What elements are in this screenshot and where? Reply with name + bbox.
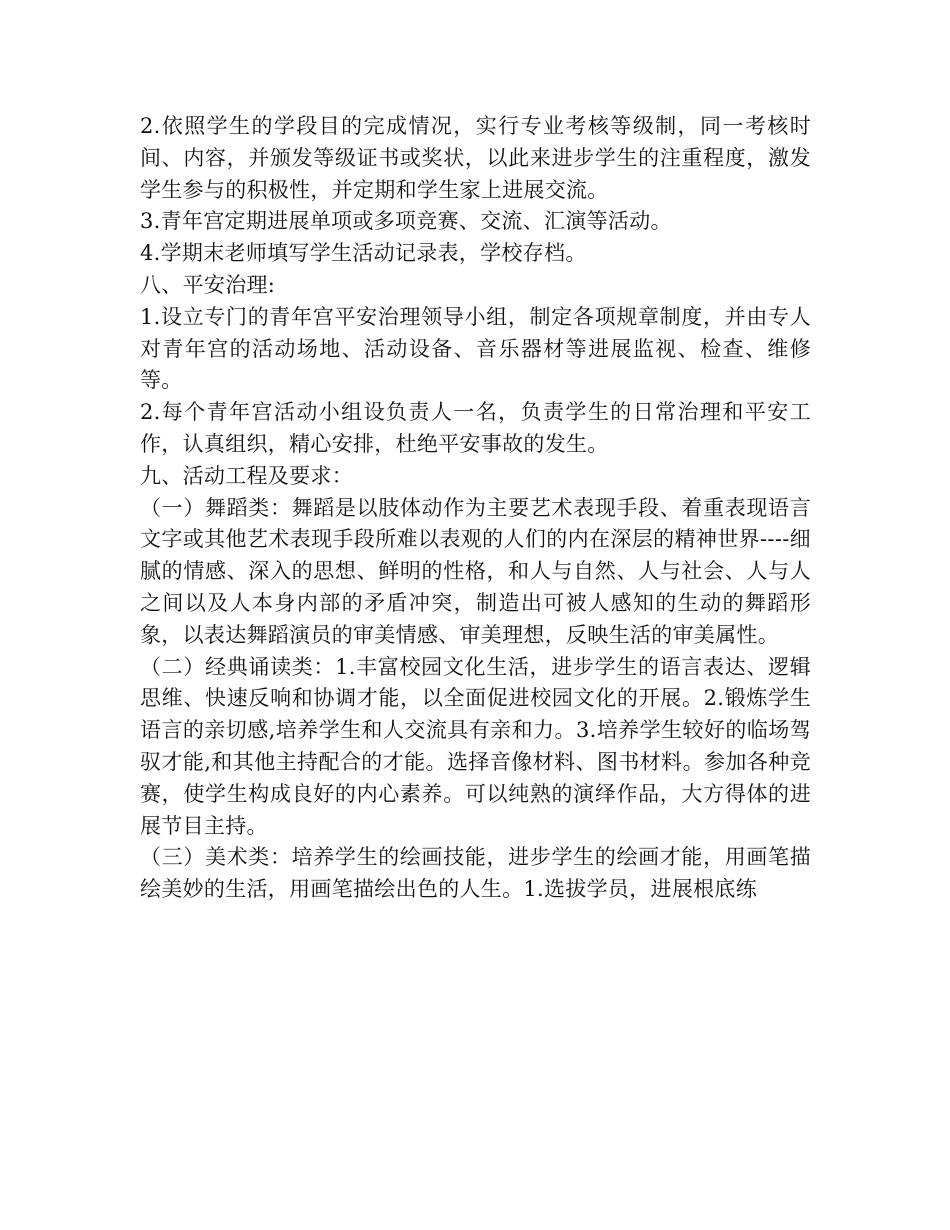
- paragraph-assessment-grading: 2.依照学生的学段目的完成情况，实行专业考核等级制，同一考核时间、内容，并颁发等级证书或奖状，以此来进步学生的注重程度，激发学生参与的积极性，并定期和学生家上进展交流。: [140, 114, 811, 202]
- document-body: [140, 111, 811, 906]
- paragraph-group-leader: 2.每个青年宫活动小组设负责人一名，负责学生的日常治理和平安工作，认真组织，精心安排，杜绝平安事故的发生。: [140, 400, 811, 456]
- paragraph-classic-reading: （二）经典诵读类：1.丰富校园文化生活，进步学生的语言表达、逻辑思维、快速反响和协调才能，以全面促进校园文化的开展。2.锻炼学生语言的亲切感,培养学生和人交流具有亲和力。3.培养学生较好的临场驾驭才能,和其他主持配合的才能。选择音像材料、图书材料。参加各种竞赛，使学生构成良好的内心素养。可以纯熟的演绎作品，大方得体的进展节目主持。: [140, 654, 811, 838]
- section-heading-safety: 八、平安治理:: [140, 272, 276, 297]
- paragraph-competitions: 3.青年宫定期进展单项或多项竞赛、交流、汇演等活动。: [140, 209, 672, 234]
- paragraph-activity-records: 4.学期末老师填写学生活动记录表，学校存档。: [140, 241, 587, 266]
- paragraph-safety-group: 1.设立专门的青年宫平安治理领导小组，制定各项规章制度，并由专人对青年宫的活动场地、活动设备、音乐器材等进展监视、检查、维修等。: [140, 304, 811, 393]
- paragraph-art: （三）美术类：培养学生的绘画技能，进步学生的绘画才能，用画笔描绘美妙的生活，用画笔描绘出色的人生。1.选拔学员，进展根底练: [140, 845, 811, 902]
- section-heading-activities: 九、活动工程及要求：: [140, 463, 353, 488]
- paragraph-dance: （一）舞蹈类：舞蹈是以肢体动作为主要艺术表现手段、着重表现语言文字或其他艺术表现手段所难以表观的人们的内在深层的精神世界----细腻的情感、深入的思想、鲜明的性格，和人与自然、人与社会、人与人之间以及人本身内部的矛盾冲突，制造出可被人感知的生动的舞蹈形象，以表达舞蹈演员的审美情感、审美理想，反映生活的审美属性。: [140, 495, 811, 647]
